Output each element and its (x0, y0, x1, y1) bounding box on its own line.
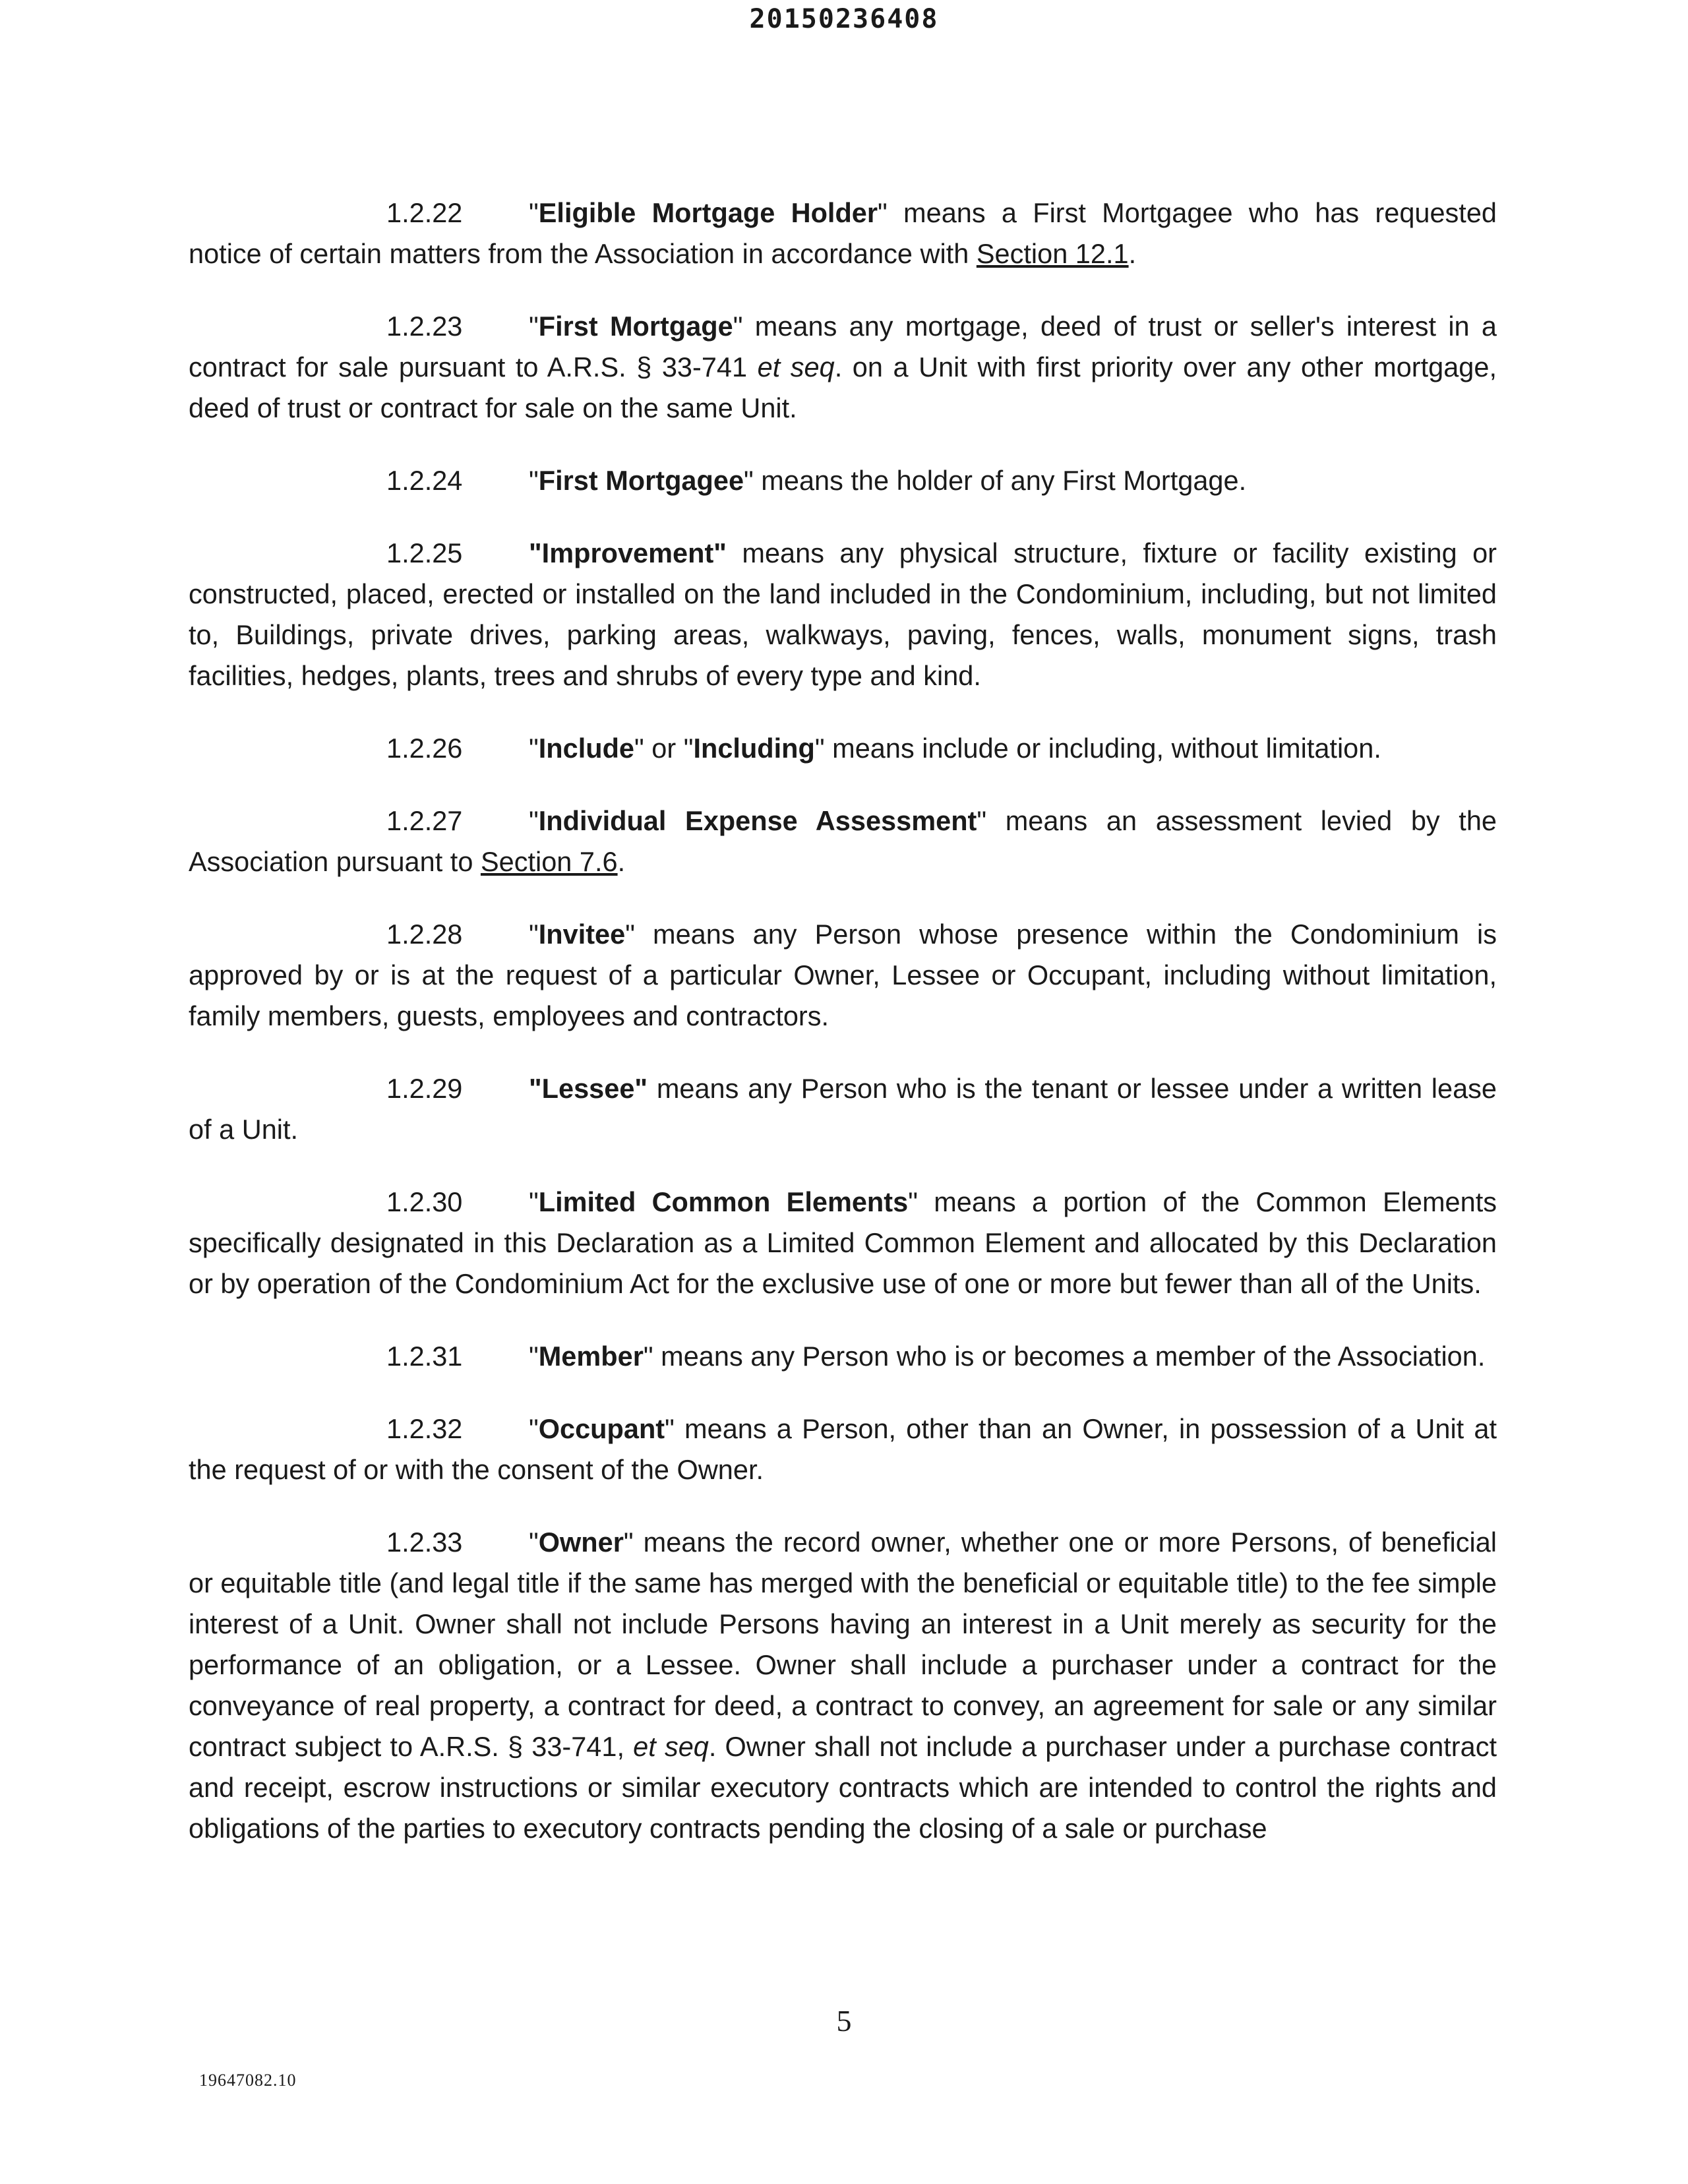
defined-term: Include (538, 733, 635, 764)
definition-eligible-mortgage-holder: 1.2.22 "Eligible Mortgage Holder" means a First Mortgagee who has requested notice of certain matters from the Association in accordance with Section 12.1. (189, 193, 1497, 274)
definition-occupant: 1.2.32 "Occupant" means a Person, other than an Owner, in possession of a Unit at the request of or with the consent of the Owner. (189, 1409, 1497, 1490)
defined-term: Member (538, 1341, 644, 1372)
section-number: 1.2.30 (386, 1186, 463, 1217)
defined-term: Individual Expense Assessment (538, 805, 977, 836)
definition-first-mortgage: 1.2.23 "First Mortgage" means any mortgage, deed of trust or seller's interest in a contract for sale pursuant to A.R.S. § 33-741 et seq. on a Unit with first priority over any other mortgage, deed of trust or contract for sale on the same Unit. (189, 306, 1497, 429)
defined-term: Occupant (538, 1413, 665, 1444)
document-id: 19647082.10 (199, 2071, 297, 2090)
recording-number: 20150236408 (749, 4, 939, 34)
page-number: 5 (836, 2004, 852, 2038)
definition-owner: 1.2.33 "Owner" means the record owner, whether one or more Persons, of beneficial or equitable title (and legal title if the same has merged with the beneficial or equitable title) to the fee simple interest of a Unit. Owner shall not include Persons having an interest in a Unit merely as security for the performance of an obligation, or a Lessee. Owner shall include a purchaser under a contract for the conveyance of real property, a contract for deed, a contract to convey, an agreement for sale or any similar contract subject to A.R.S. § 33-741, et seq. Owner shall not include a purchaser under a purchase contract and receipt, escrow instructions or similar executory contracts which are intended to control the rights and obligations of the parties to executory contracts pending the closing of a sale or purchase (189, 1522, 1497, 1849)
definition-lessee: 1.2.29 "Lessee" means any Person who is the tenant or lessee under a written lease of a Unit. (189, 1068, 1497, 1150)
definition-individual-expense-assessment: 1.2.27 "Individual Expense Assessment" means an assessment levied by the Association pursuant to Section 7.6. (189, 801, 1497, 882)
defined-term: Invitee (538, 919, 626, 950)
section-number: 1.2.31 (386, 1341, 463, 1372)
defined-term: "Lessee" (529, 1073, 648, 1104)
defined-term: First Mortgagee (538, 465, 744, 496)
section-number: 1.2.22 (386, 197, 463, 228)
definition-improvement: 1.2.25 "Improvement" means any physical structure, fixture or facility existing or constructed, placed, erected or installed on the land included in the Condominium, including, but not limited to, Buildings, private drives, parking areas, walkways, paving, fences, walls, monument signs, trash facilities, hedges, plants, trees and shrubs of every type and kind. (189, 533, 1497, 696)
section-number: 1.2.23 (386, 311, 463, 342)
section-number: 1.2.27 (386, 805, 463, 836)
section-number: 1.2.29 (386, 1073, 463, 1104)
definition-invitee: 1.2.28 "Invitee" means any Person whose presence within the Condominium is approved by or is at the request of a particular Owner, Lessee or Occupant, including without limitation, family members, guests, employees and contractors. (189, 914, 1497, 1037)
latin-phrase: et seq (757, 351, 835, 382)
defined-term: First Mortgage (538, 311, 733, 342)
defined-term: Owner (538, 1527, 624, 1558)
section-number: 1.2.25 (386, 537, 463, 568)
defined-term: "Improvement" (529, 537, 727, 568)
section-number: 1.2.24 (386, 465, 463, 496)
section-reference: Section 12.1 (976, 238, 1129, 269)
definition-include: 1.2.26 "Include" or "Including" means include or including, without limitation. (189, 728, 1497, 769)
definition-limited-common-elements: 1.2.30 "Limited Common Elements" means a portion of the Common Elements specifically designated in this Declaration as a Limited Common Element and allocated by this Declaration or by operation of the Condominium Act for the exclusive use of one or more but fewer than all of the Units. (189, 1182, 1497, 1304)
definition-member: 1.2.31 "Member" means any Person who is or becomes a member of the Association. (189, 1336, 1497, 1377)
definitions-body (189, 193, 1497, 1881)
section-reference: Section 7.6 (480, 846, 618, 877)
defined-term: Including (693, 733, 815, 764)
section-number: 1.2.28 (386, 919, 463, 950)
latin-phrase: et seq (633, 1731, 709, 1762)
section-number: 1.2.26 (386, 733, 463, 764)
defined-term: Limited Common Elements (538, 1186, 909, 1217)
definition-first-mortgagee: 1.2.24 "First Mortgagee" means the holder of any First Mortgage. (189, 460, 1497, 501)
section-number: 1.2.33 (386, 1527, 463, 1558)
section-number: 1.2.32 (386, 1413, 463, 1444)
defined-term: Eligible Mortgage Holder (538, 197, 878, 228)
